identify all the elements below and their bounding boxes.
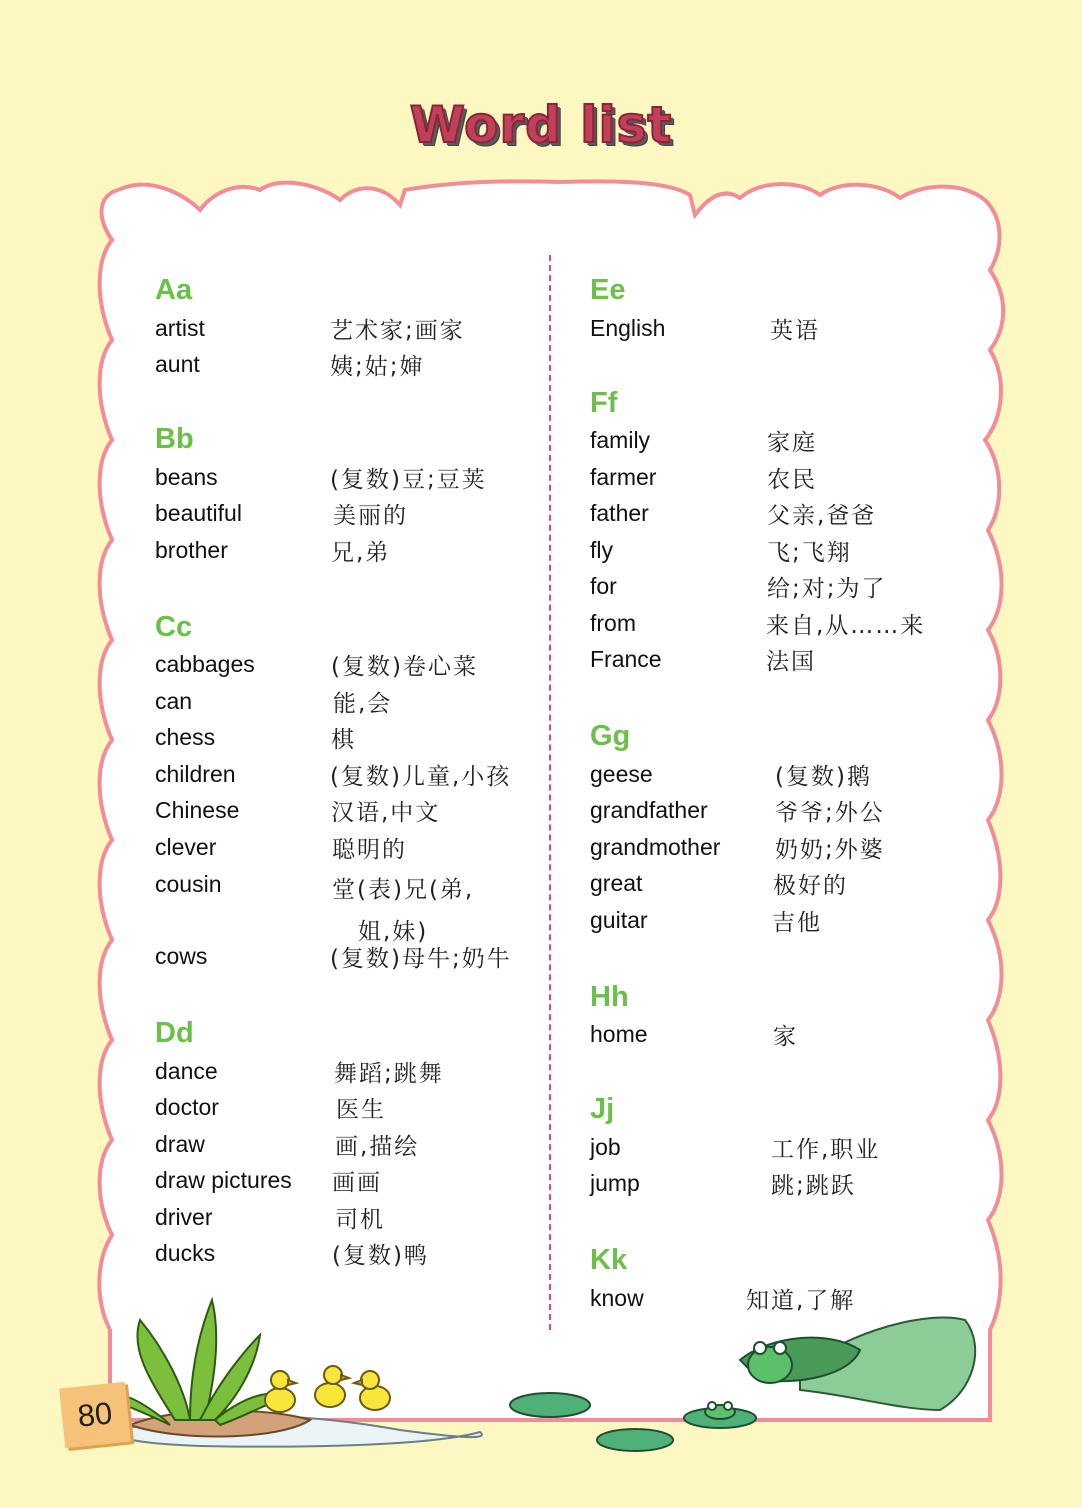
- english-word: driver: [155, 1203, 213, 1230]
- chinese-meaning: 跳;跳跃: [771, 1173, 856, 1200]
- english-word: geese: [590, 760, 653, 787]
- section-letter: Kk: [590, 1244, 628, 1276]
- duckling-icon: [265, 1366, 390, 1412]
- english-word: jump: [590, 1170, 640, 1197]
- english-word: fly: [590, 536, 613, 563]
- plant-icon: [100, 1300, 290, 1425]
- chinese-meaning: 美丽的: [333, 503, 408, 530]
- chinese-meaning: 爷爷;外公: [775, 800, 885, 827]
- chinese-meaning: 奶奶;外婆: [775, 836, 885, 863]
- chinese-meaning: (复数)豆;豆荚: [330, 466, 487, 493]
- english-word: cows: [155, 943, 208, 970]
- english-word: Chinese: [155, 797, 240, 824]
- chinese-meaning: 兄,弟: [331, 539, 391, 566]
- english-word: aunt: [155, 351, 200, 378]
- chinese-meaning: 画画: [332, 1170, 382, 1197]
- chinese-meaning: 汉语,中文: [331, 800, 441, 827]
- english-word: job: [590, 1133, 621, 1160]
- chinese-meaning: 极好的: [773, 873, 848, 900]
- english-word: children: [155, 760, 236, 787]
- english-word: from: [590, 609, 636, 636]
- chinese-meaning: 家庭: [767, 430, 817, 457]
- english-word: France: [590, 646, 662, 673]
- chinese-meaning: (复数)儿童,小孩: [330, 763, 512, 790]
- chinese-meaning: 给;对;为了: [767, 576, 887, 603]
- english-word: great: [590, 870, 643, 897]
- english-word: grandfather: [590, 797, 708, 824]
- chinese-meaning-cont: 姐,妹): [358, 918, 429, 945]
- chinese-meaning: 能,会: [333, 690, 393, 717]
- chinese-meaning: 来自,从……来: [766, 612, 926, 639]
- chinese-meaning: (复数)鸭: [332, 1243, 429, 1270]
- english-word: family: [590, 427, 651, 454]
- english-word: beans: [155, 463, 218, 490]
- english-word: can: [155, 687, 193, 714]
- chinese-meaning: 医生: [336, 1097, 386, 1124]
- chinese-meaning: 家: [773, 1024, 798, 1051]
- chinese-meaning: (复数)母牛;奶牛: [330, 946, 512, 973]
- section-letter: Cc: [155, 610, 193, 643]
- chinese-meaning: (复数)卷心菜: [331, 654, 478, 681]
- section-letter: Ee: [590, 274, 626, 306]
- english-word: ducks: [155, 1240, 216, 1267]
- english-word: beautiful: [155, 500, 242, 527]
- chinese-meaning: 农民: [767, 466, 817, 493]
- section-letter: Hh: [590, 980, 629, 1013]
- english-word: cabbages: [155, 651, 255, 678]
- section-letter: Aa: [155, 274, 193, 306]
- page-number: 80: [59, 1382, 131, 1449]
- chinese-meaning: 父亲,爸爸: [767, 503, 877, 530]
- section-letter: Dd: [155, 1017, 194, 1049]
- english-word: guitar: [590, 906, 648, 933]
- page-title: Word list: [409, 96, 673, 154]
- lily-pad-icon: [510, 1393, 756, 1451]
- english-word: doctor: [155, 1094, 219, 1121]
- english-word: know: [590, 1284, 644, 1311]
- english-word: draw pictures: [155, 1167, 292, 1194]
- english-word: for: [590, 573, 617, 600]
- section-letter: Ff: [590, 386, 618, 419]
- english-word: English: [590, 314, 666, 341]
- english-word: dance: [155, 1057, 218, 1084]
- english-word: brother: [155, 536, 228, 563]
- english-word: clever: [155, 833, 217, 860]
- english-word: home: [590, 1021, 648, 1048]
- section-letter: Bb: [155, 423, 194, 455]
- english-word: farmer: [590, 463, 657, 490]
- english-word: grandmother: [590, 833, 721, 860]
- chinese-meaning: 司机: [335, 1206, 385, 1233]
- chinese-meaning: 法国: [766, 649, 816, 676]
- english-word: cousin: [155, 870, 222, 897]
- english-word: chess: [155, 724, 216, 751]
- chinese-meaning: 堂(表)兄(弟,: [332, 876, 475, 903]
- section-letter: Gg: [590, 720, 631, 752]
- chinese-meaning: 艺术家;画家: [330, 317, 465, 344]
- chinese-meaning: 工作,职业: [771, 1136, 881, 1163]
- english-word: draw: [155, 1130, 205, 1157]
- chinese-meaning: 舞蹈;跳舞: [334, 1060, 444, 1087]
- chinese-meaning: (复数)鹅: [775, 763, 872, 790]
- english-word: father: [590, 500, 649, 527]
- chinese-meaning: 知道,了解: [746, 1287, 856, 1314]
- chinese-meaning: 英语: [770, 317, 820, 344]
- section-letter: Jj: [590, 1093, 615, 1125]
- chinese-meaning: 棋: [331, 727, 356, 754]
- chinese-meaning: 飞;飞翔: [767, 539, 852, 566]
- chinese-meaning: 吉他: [772, 909, 822, 936]
- chinese-meaning: 姨;姑;婶: [330, 354, 425, 381]
- chinese-meaning: 画,描绘: [335, 1133, 420, 1160]
- chinese-meaning: 聪明的: [332, 836, 407, 863]
- english-word: artist: [155, 314, 205, 341]
